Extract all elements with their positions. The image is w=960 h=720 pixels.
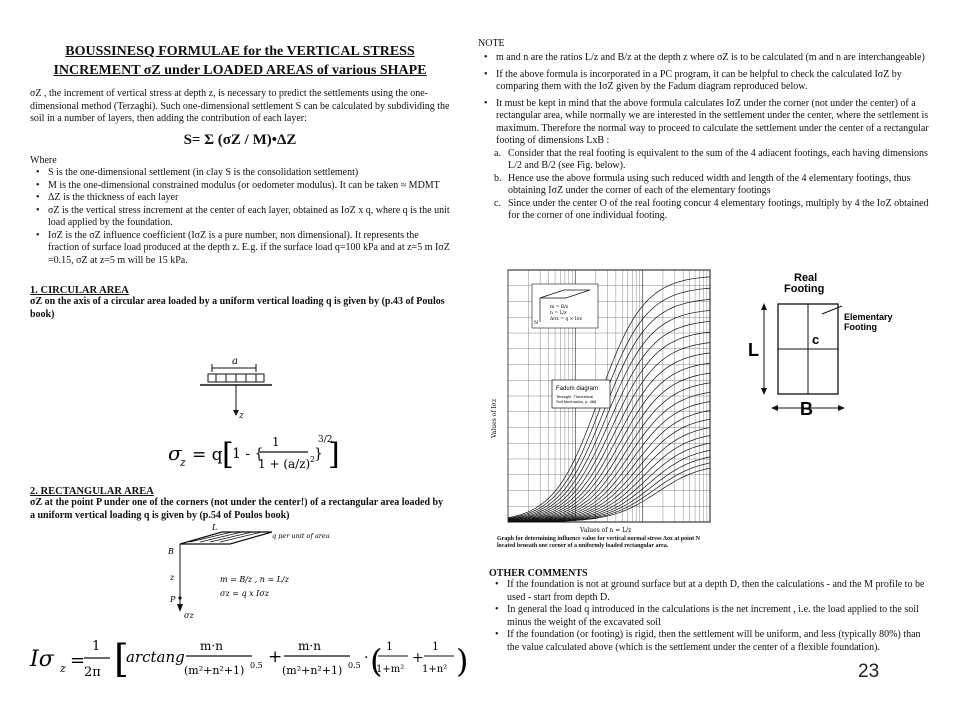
svg-text:+: +	[268, 647, 283, 667]
comment-item: • If the foundation (or footing) is rigid, then the settlement will be uniform, and less (typically 80%) than the value calculated above (which is the settlement under the center of a flexible foundation).	[507, 629, 929, 654]
step-text: Consider that the real footing is equivalent to the sum of the 4 adiacent footings, each having dimensions L/2 and B/2 (see Fig. below).	[508, 147, 928, 171]
step-item	[494, 172, 930, 198]
rect-stress-label: σz	[184, 611, 194, 620]
step-text: Since under the center O of the real footing concur 4 elementary footings, multiply by 4 the IσZ obtained for the corner of one individual footing.	[508, 197, 929, 221]
step-mark: a.	[494, 147, 501, 159]
real-footing-label-2: Footing	[784, 283, 825, 295]
note-label: NOTE	[478, 38, 505, 49]
rect-mn-formula: m = B/z , n = L/z	[220, 575, 289, 584]
fadum-diagram	[490, 268, 720, 553]
page-number: 23	[858, 661, 880, 682]
inset-sigma: Δσz = q × Iσz	[550, 317, 583, 322]
step-item	[494, 197, 930, 223]
notes-list	[478, 52, 930, 148]
svg-text:]: ]	[328, 437, 340, 472]
svg-text:1: 1	[432, 640, 439, 653]
fadum-box-title: Fadum diagram	[556, 386, 599, 392]
definitions-list	[30, 167, 450, 267]
section1-heading: 1. CIRCULAR AREA	[30, 285, 129, 296]
other-comments-block	[489, 568, 929, 654]
rectangular-formula	[30, 628, 470, 698]
svg-text:=: =	[70, 650, 86, 671]
note-item: • m and n are the ratios L/z and B/z at the depth z where σZ is to be calculated (m and n are interchangeable)	[496, 52, 930, 65]
svg-text:): )	[456, 642, 469, 680]
svg-text:}: }	[314, 446, 323, 462]
step-mark: b.	[494, 172, 502, 184]
definition-item: • S is the one-dimensional settlement (in clay S is the consolidation settlement)	[48, 167, 450, 180]
svg-text:·: ·	[364, 650, 369, 666]
section2-text: σZ at the point P under one of the corners (not under the center!) of a rectangular area loaded by a uniform vertical loading q is given by (p.54 of Poulos book)	[30, 497, 444, 521]
fadum-box-sub: Soil Mechanics, p. 488	[556, 399, 597, 404]
step-item	[494, 147, 930, 173]
load-arrows	[216, 374, 256, 382]
real-footing-label-1: Real	[794, 272, 818, 284]
circular-area-figure	[200, 352, 280, 422]
svg-text:+: +	[412, 650, 424, 666]
svg-text:= q: = q	[192, 445, 223, 465]
svg-text:1 + (a/z): 1 + (a/z)	[258, 457, 311, 471]
width-label: B	[800, 399, 813, 419]
point-p	[178, 596, 181, 599]
fadum-inset	[532, 284, 598, 328]
note-item: • If the above formula is incorporated in a PC program, it can be helpful to check the calculated IσZ by comparing them with the IσZ given by the Fadum diagram reproduced below.	[496, 69, 930, 94]
length-label: L	[748, 340, 759, 360]
other-comments-list	[489, 579, 929, 654]
svg-text:1: 1	[92, 639, 101, 654]
definition-item: • ΔZ is the thickness of each layer	[48, 192, 450, 205]
intro-paragraph: σZ , the increment of vertical stress at depth z, is necessary to predict the settlements using the one-dimensional method (Terzaghi). Such one-dimensional settlement S can be calculated by subdividing the soil in a number of layers, then adding the contribution of each layer:	[30, 88, 450, 124]
svg-text:0.5: 0.5	[348, 661, 361, 670]
depth-label: z	[239, 411, 244, 421]
rect-load-label: q per unit of area	[272, 532, 330, 540]
page-title-line1: BOUSSINESQ FORMULAE for the VERTICAL STRESS	[65, 44, 415, 59]
inset-m: m = B/z	[550, 305, 569, 310]
svg-text:3/2: 3/2	[318, 435, 333, 445]
center-label: c	[812, 332, 820, 347]
definition-item: • σZ is the vertical stress increment at the center of each layer, obtained as IσZ x q, where q is the unit load applied by the foundation.	[48, 205, 450, 230]
svg-text:2: 2	[310, 455, 316, 464]
step-text: Hence use the above formula using such reduced width and length of the 4 elementary footings, thus obtaining IσZ under the corner of each of the elementary footings	[508, 172, 911, 196]
section2-block	[30, 486, 450, 522]
rect-length-label: L	[212, 523, 218, 532]
where-label: Where	[30, 154, 57, 166]
definition-item: • M is the one-dimensional constrained modulus (or oedometer modulus). It can be taken ≈ MDMT	[48, 180, 450, 193]
svg-text:1+n²: 1+n²	[422, 664, 448, 675]
svg-text:1 - {: 1 - {	[232, 446, 264, 462]
svg-text:[: [	[222, 437, 234, 472]
circular-formula	[168, 428, 338, 480]
svg-text:(: (	[370, 642, 383, 680]
fadum-y-axis-label: Values of Iσz	[491, 398, 498, 438]
definition-item: • IσZ is the σZ influence coefficient (IσZ is a pure number, non dimensional). It represents the fraction of surface load produced at the depth z. E.g. if the surface load q=100 kPa and at z=5 m IσZ =0.15, σZ at z=5 m will be 15 kPa.	[48, 230, 450, 268]
other-comments-heading: OTHER COMMENTS	[489, 568, 588, 579]
svg-text:1: 1	[386, 640, 393, 653]
footing-sketch	[744, 268, 934, 428]
radius-label: a	[232, 356, 238, 367]
comment-item: • If the foundation is not at ground surface but at a depth D, then the calculations - and the M profile to be used - start from depth D.	[507, 579, 929, 604]
elementary-footing-label-1: Elementary	[844, 312, 893, 322]
svg-text:arctang: arctang	[126, 648, 185, 666]
settlement-formula: S= Σ (σZ / M)•ΔZ	[183, 131, 297, 148]
svg-text:1: 1	[272, 435, 280, 449]
svg-text:2π: 2π	[84, 665, 101, 680]
svg-text:(m²+n²+1): (m²+n²+1)	[282, 664, 343, 677]
inset-n: n = L/z	[550, 311, 567, 316]
svg-text:m·n: m·n	[200, 639, 223, 653]
section2-heading: 2. RECTANGULAR AREA	[30, 486, 154, 497]
fadum-box-sub: Terzaghi, Theoretical	[556, 394, 594, 399]
rect-width-label: B	[168, 547, 174, 556]
elementary-footing-label-2: Footing	[844, 322, 877, 332]
page-title-line2: INCREMENT σZ under LOADED AREAS of various SHAPE	[53, 63, 427, 78]
section1-text: σZ on the axis of a circular area loaded by a uniform vertical loading q is given by (p.43 of Poulos book)	[30, 296, 445, 320]
svg-text:z: z	[60, 662, 66, 675]
steps-list	[478, 148, 930, 223]
step-mark: c.	[494, 197, 501, 209]
svg-text:[: [	[114, 637, 129, 681]
fadum-title-box	[552, 380, 610, 408]
left-column	[30, 42, 450, 321]
rect-stress-formula: σz = q x Iσz	[220, 589, 270, 598]
note-item: • It must be kept in mind that the above formula calculates IσZ under the corner (not under the center) of a rectangular area, while normally we are interested in the settlement under the center, where the settlement is maximum. Therefore the normal way to proceed to calculate the settlement under the center of a rectangular footing of dimensions LxB :	[496, 98, 930, 148]
svg-text:(m²+n²+1): (m²+n²+1)	[184, 664, 245, 677]
right-column	[478, 38, 930, 223]
svg-text:σ: σ	[168, 441, 182, 465]
svg-text:Iσ: Iσ	[30, 647, 54, 672]
rectangular-area-figure	[160, 524, 330, 624]
svg-text:0.5: 0.5	[250, 661, 263, 670]
svg-text:m·n: m·n	[298, 639, 321, 653]
comment-item: • In general the load q introduced in the calculations is the net increment , i.e. the load applied to the soil minus the weight of the excavated soil	[507, 604, 929, 629]
inset-point-label: N	[534, 320, 539, 326]
svg-text:z: z	[180, 456, 186, 469]
svg-text:1+m²: 1+m²	[376, 664, 405, 675]
rect-point-label: P	[170, 595, 176, 604]
fadum-caption: Graph for determining influence value for vertical normal stress Δσz at point N located beneath one corner of a uniformly loaded rectangular area.	[497, 536, 701, 549]
rect-depth-label: z	[170, 573, 175, 582]
fadum-x-axis-label: Values of n = L/z	[580, 527, 632, 534]
